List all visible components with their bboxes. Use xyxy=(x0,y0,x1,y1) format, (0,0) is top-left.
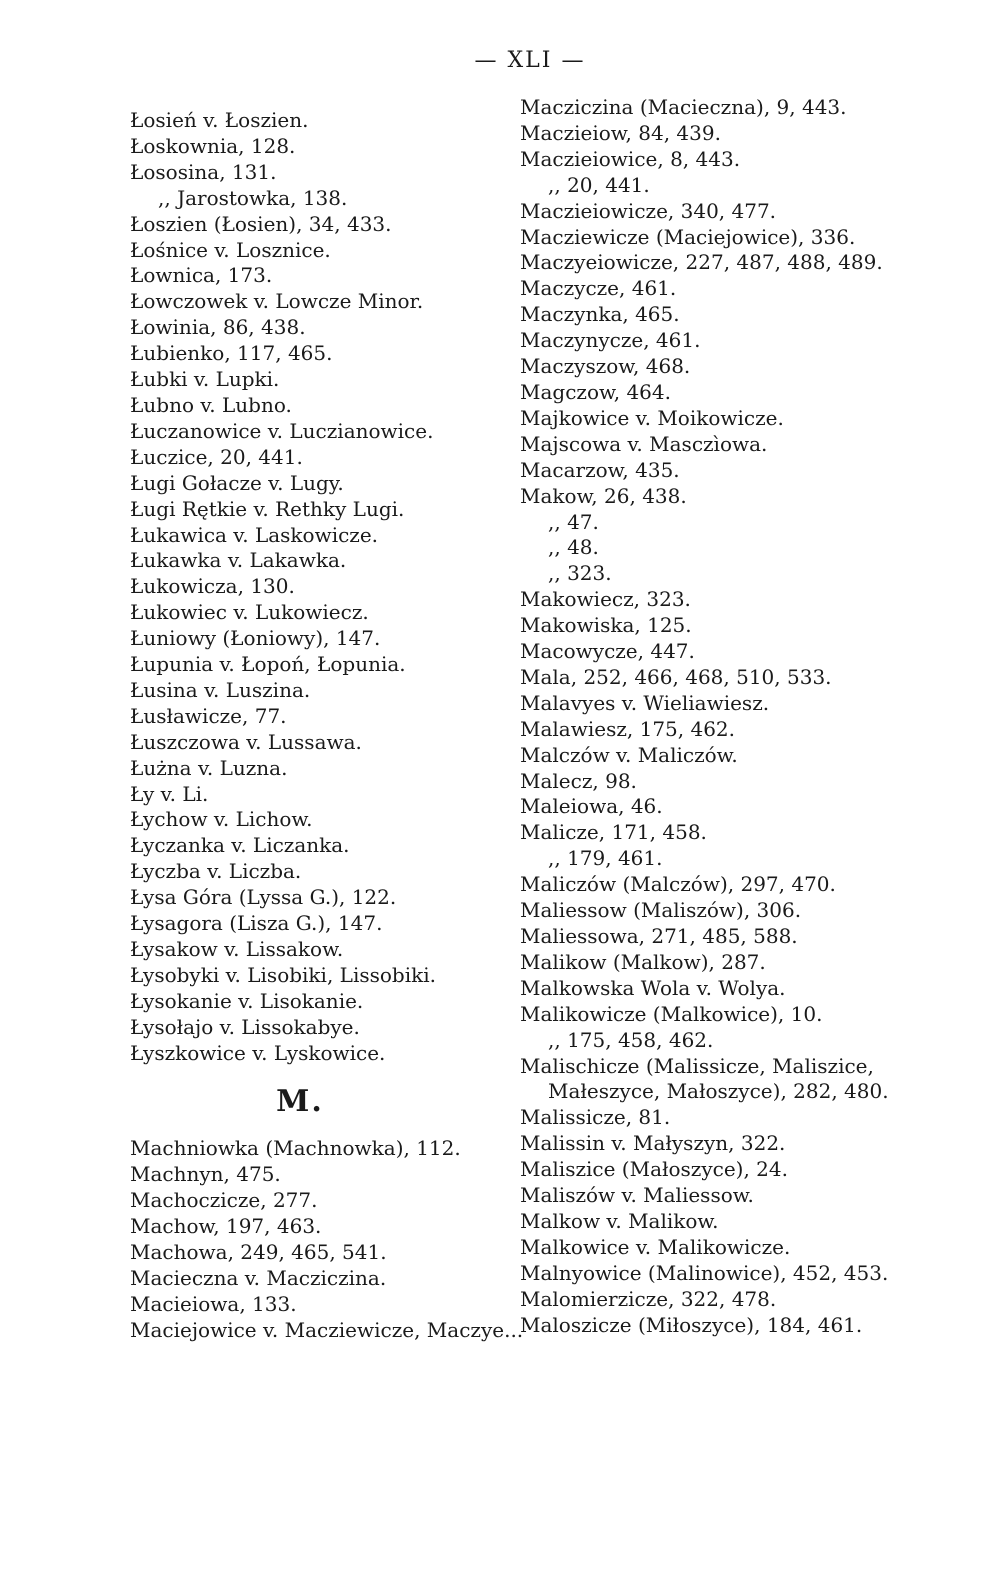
index-entry: Majscowa v. Masczìowa. xyxy=(520,431,768,456)
index-entry: Malissin v. Małyszyn, 322. xyxy=(520,1131,786,1156)
left-entry-list xyxy=(130,108,520,1067)
index-entry: Maleiowa, 46. xyxy=(520,794,663,819)
m-entry-list xyxy=(130,1136,524,1343)
index-entry: Łubki v. Lupki. xyxy=(130,367,280,392)
index-entry: Malecz, 98. xyxy=(520,768,637,793)
index-entry: Łusina v. Luszina. xyxy=(130,677,311,702)
index-entry: Maczynka, 465. xyxy=(520,302,680,327)
index-entry: Łyczba v. Liczba. xyxy=(130,859,302,884)
index-entry: Maliessow (Maliszów), 306. xyxy=(520,898,802,923)
index-entry: Małeszyce, Małoszyce), 282, 480. xyxy=(548,1079,889,1104)
index-entry: Maliszice (Małoszyce), 24. xyxy=(520,1157,788,1182)
right-entry-list xyxy=(520,95,960,1339)
index-entry: Machniowka (Machnowka), 112. xyxy=(130,1136,461,1161)
index-entry: Malischicze (Malissicze, Maliszice, xyxy=(520,1053,874,1078)
index-entry: Ły v. Li. xyxy=(130,781,209,806)
index-entry: Łuczanowice v. Luczianowice. xyxy=(130,418,434,443)
index-entry: Malczów v. Maliczów. xyxy=(520,742,738,767)
index-entry: Majkowice v. Moikowicze. xyxy=(520,405,784,430)
index-entry: Łychow v. Lichow. xyxy=(130,807,313,832)
section-letter: M. xyxy=(276,1083,324,1119)
index-entry: Makowiecz, 323. xyxy=(520,587,691,612)
index-entry: Łukowiec v. Lukowiecz. xyxy=(130,600,369,625)
page-header xyxy=(0,48,1000,73)
index-entry: Malomierzicze, 322, 478. xyxy=(520,1286,777,1311)
index-entry: Łososina, 131. xyxy=(130,159,277,184)
index-entry: Maliessowa, 271, 485, 588. xyxy=(520,924,798,948)
index-entry: Maliczów (Malczów), 297, 470. xyxy=(520,872,836,897)
index-entry: Maczyszow, 468. xyxy=(520,354,691,379)
index-entry: Malnyowice (Malinowice), 452, 453. xyxy=(520,1260,889,1285)
index-entry: Łysokanie v. Lisokanie. xyxy=(130,988,364,1013)
index-entry: Łubno v. Lubno. xyxy=(130,392,292,417)
index-entry: Malikowicze (Malkowice), 10. xyxy=(520,1001,823,1026)
right-column xyxy=(520,95,960,1339)
index-entry: Łubienko, 117, 465. xyxy=(130,341,333,366)
index-entry: Łukowicza, 130. xyxy=(130,574,295,599)
index-entry: Maliszów v. Maliessow. xyxy=(520,1183,754,1208)
index-entry: Ługi Gołacze v. Lugy. xyxy=(130,470,344,495)
index-entry: Macowycze, 447. xyxy=(520,639,695,664)
index-entry: Łukawka v. Lakawka. xyxy=(130,548,347,573)
index-entry: Malawiesz, 175, 462. xyxy=(520,716,736,741)
index-entry: Malkow v. Malikow. xyxy=(520,1208,719,1233)
index-entry: Macziczina (Macieczna), 9, 443. xyxy=(520,95,847,119)
index-entry: Łosień v. Łoszien. xyxy=(130,108,309,132)
index-entry: ,, 179, 461. xyxy=(548,846,663,871)
index-entry: Łuczice, 20, 441. xyxy=(130,444,303,469)
index-entry: Makow, 26, 438. xyxy=(520,483,687,508)
index-entry: Makowiska, 125. xyxy=(520,613,692,638)
index-entry: Łusławicze, 77. xyxy=(130,703,287,728)
index-entry: Łysa Góra (Lyssa G.), 122. xyxy=(130,885,397,910)
index-entry: Łuniowy (Łoniowy), 147. xyxy=(130,626,381,651)
index-entry: Maczynycze, 461. xyxy=(520,328,701,353)
index-entry: Łysołajo v. Lissokabye. xyxy=(130,1014,360,1039)
index-entry: ,, 48. xyxy=(548,535,599,560)
index-entry: Malkowice v. Malikowicze. xyxy=(520,1234,791,1259)
left-column xyxy=(130,108,524,1344)
index-entry: Łupunia v. Łopoń, Łopunia. xyxy=(130,652,406,677)
index-entry: Mala, 252, 466, 468, 510, 533. xyxy=(520,664,832,689)
index-entry: Ługi Rętkie v. Rethky Lugi. xyxy=(130,496,405,521)
index-entry: ,, 20, 441. xyxy=(548,172,650,197)
index-entry: Łowinia, 86, 438. xyxy=(130,315,306,340)
index-entry: Łośnice v. Losznice. xyxy=(130,237,331,262)
index-entry: Magczow, 464. xyxy=(520,379,671,404)
index-entry: ,, Jarostowka, 138. xyxy=(158,185,348,210)
index-entry: Machowa, 249, 465, 541. xyxy=(130,1240,387,1265)
index-entry: Łysagora (Lisza G.), 147. xyxy=(130,911,383,936)
index-entry: ,, 175, 458, 462. xyxy=(548,1027,714,1052)
index-entry: Łuszczowa v. Lussawa. xyxy=(130,729,362,754)
index-entry: Łyczanka v. Liczanka. xyxy=(130,833,350,858)
index-entry: Maczyeiowicze, 227, 487, 488, 489. xyxy=(520,250,883,275)
index-entry: Maciejowice v. Macziewicze, Maczye... xyxy=(130,1317,524,1342)
index-entry: Malkowska Wola v. Wolya. xyxy=(520,975,786,1000)
page-number: — XLI — xyxy=(474,48,586,73)
index-entry: Maloszicze (Miłoszyce), 184, 461. xyxy=(520,1312,863,1337)
index-entry: Łownica, 173. xyxy=(130,263,273,288)
index-entry: ,, 47. xyxy=(548,509,599,534)
index-entry: Łukawica v. Laskowicze. xyxy=(130,522,379,547)
index-entry: Łoskownia, 128. xyxy=(130,133,296,158)
index-entry: Malissicze, 81. xyxy=(520,1105,671,1130)
index-entry: Maczieiowice, 8, 443. xyxy=(520,146,741,171)
index-entry: Maczycze, 461. xyxy=(520,276,677,301)
index-entry: Macziewicze (Maciejowice), 336. xyxy=(520,224,856,249)
index-entry: Machow, 197, 463. xyxy=(130,1214,322,1239)
index-entry: Malicze, 171, 458. xyxy=(520,820,707,845)
index-entry: Machnyn, 475. xyxy=(130,1162,281,1187)
index-entry: Łyszkowice v. Lyskowice. xyxy=(130,1040,386,1065)
index-entry: Macieczna v. Macziczina. xyxy=(130,1265,387,1290)
index-entry: ,, 323. xyxy=(548,561,612,586)
index-entry: Łoszien (Łosien), 34, 433. xyxy=(130,211,392,236)
index-entry: Maczieiow, 84, 439. xyxy=(520,120,721,145)
index-entry: Łużna v. Luzna. xyxy=(130,755,288,780)
index-entry: Maczieiowicze, 340, 477. xyxy=(520,198,777,223)
index-entry: Malavyes v. Wieliawiesz. xyxy=(520,690,770,715)
index-entry: Łowczowek v. Lowcze Minor. xyxy=(130,289,424,314)
index-entry: Łysakow v. Lissakow. xyxy=(130,937,344,961)
index-entry: Łysobyki v. Lisobiki, Lissobiki. xyxy=(130,962,436,987)
index-entry: Machoczicze, 277. xyxy=(130,1188,318,1213)
index-entry: Malikow (Malkow), 287. xyxy=(520,949,766,974)
index-entry: Macieiowa, 133. xyxy=(130,1291,297,1316)
index-entry: Macarzow, 435. xyxy=(520,457,680,482)
